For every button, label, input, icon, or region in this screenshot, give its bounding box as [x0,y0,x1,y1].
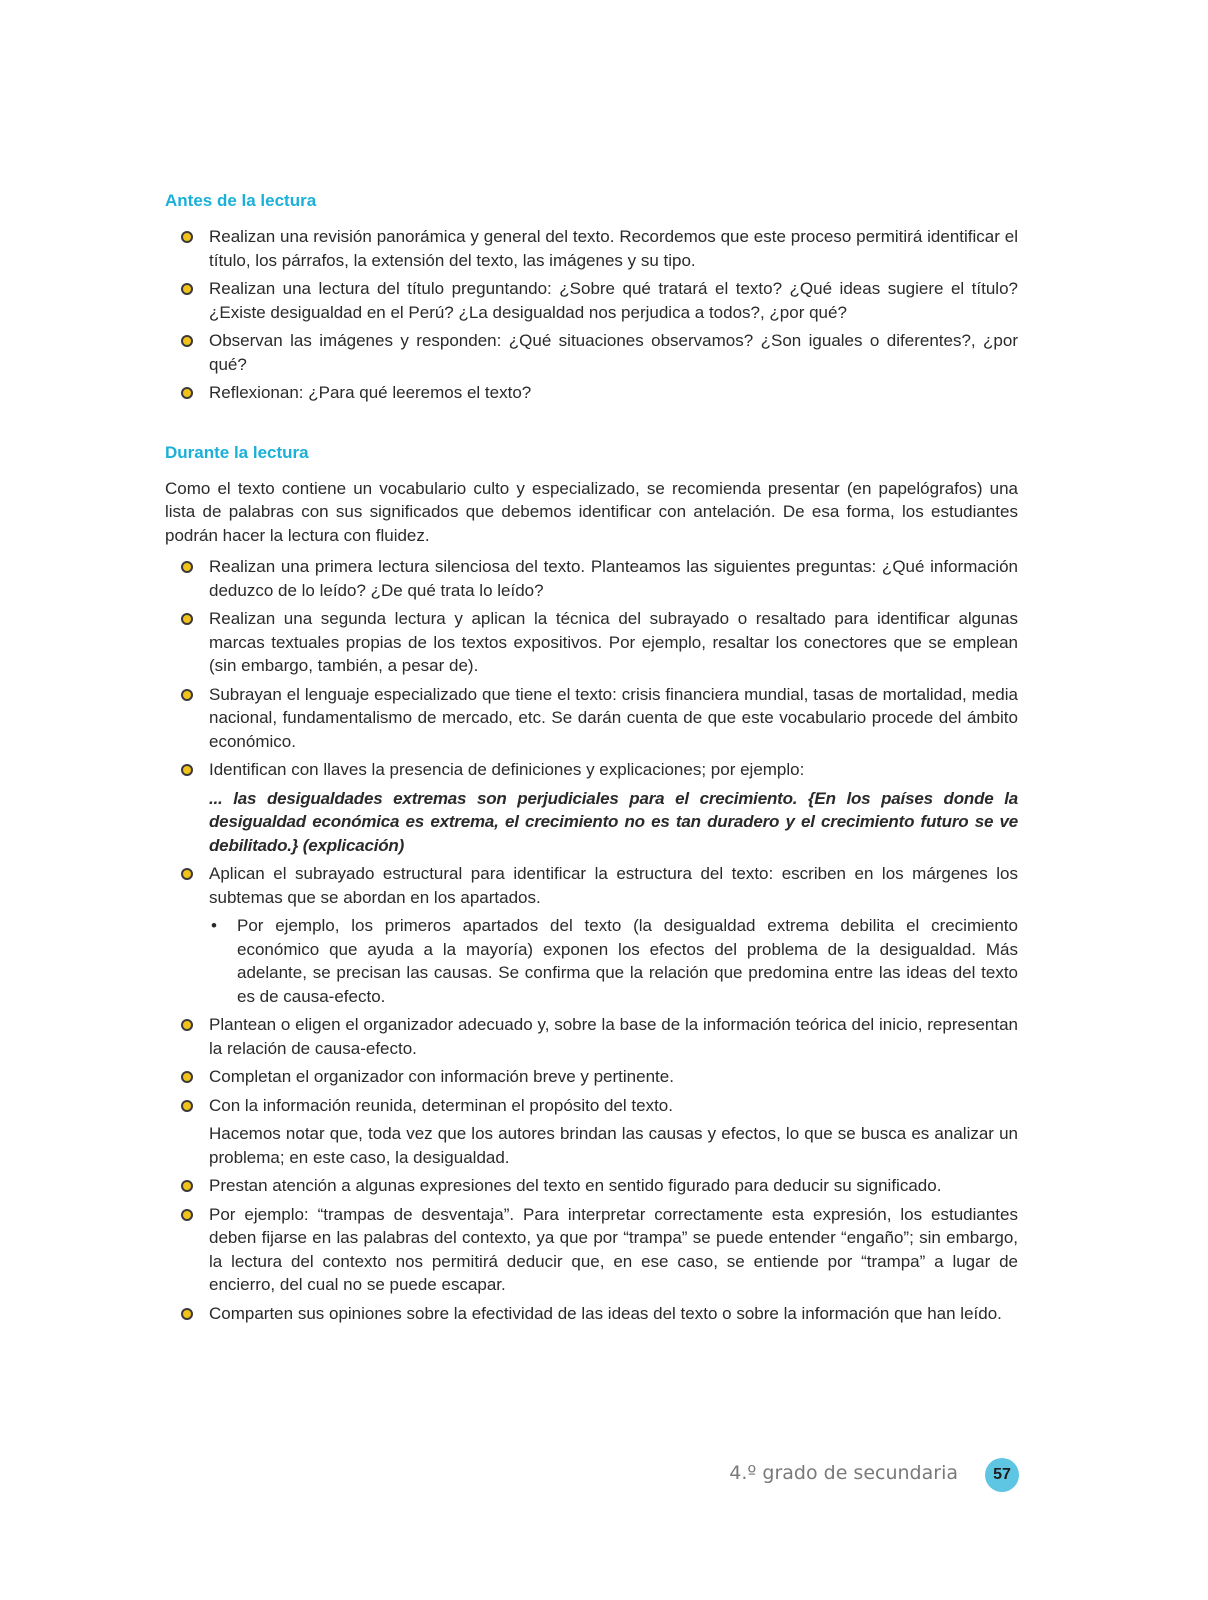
example-quote: ... las desigualdades extremas son perjudiciales para el crecimiento. {En los países donde la desigualdad económica es extrema, el crecimiento no es tan duradero y el crecimiento futuro se ve debilitado.} (explicación) [209,788,1018,855]
list-item: Comparten sus opiniones sobre la efectividad de las ideas del texto o sobre la información que han leído. [165,1302,1018,1326]
bullet-icon [181,283,193,295]
page-number-badge: 57 [985,1458,1019,1492]
purpose-note: Hacemos notar que, toda vez que los autores brindan las causas y efectos, lo que se busca es analizar un problema; en este caso, la desigualdad. [209,1124,1018,1167]
list-item: Observan las imágenes y responden: ¿Qué situaciones observamos? ¿Son iguales o diferentes?, ¿por qué? [165,329,1018,376]
bullet-icon [181,1071,193,1083]
list-item: Realizan una lectura del título preguntando: ¿Sobre qué tratará el texto? ¿Qué ideas sugiere el título? ¿Existe desigualdad en el Perú? ¿La desigualdad nos perjudica a todos?, ¿por qué? [165,277,1018,324]
list-item: Reflexionan: ¿Para qué leeremos el texto? [165,381,1018,405]
sub-list-item: • Por ejemplo, los primeros apartados del texto (la desigualdad extrema debilita el crecimiento económico que ayuda a la mayoría) exponen los efectos del problema de la desigualdad. Más adelante, se precisan las causas. Se confirma que la relación que predomina entre las ideas del texto es de causa-efecto. [211,916,1018,1006]
list-item: Subrayan el lenguaje especializado que tiene el texto: crisis financiera mundial, tasas de mortalidad, media nacional, fundamentalismo de mercado, etc. Se darán cuenta de que este vocabulario procede del ámbito económico. [165,683,1018,754]
before-list [165,225,1018,405]
list-item: Por ejemplo: “trampas de desventaja”. Para interpretar correctamente esta expresión, los estudiantes deben fijarse en las palabras del contexto, ya que por “trampa” se puede entender “engaño”; sin embargo, la lectura del contexto nos permitirá deducir que, en ese caso, se entiende por “trampa” a lugar de encierro, del cual no se puede escapar. [165,1203,1018,1297]
bullet-icon [181,561,193,573]
list-item: Realizan una primera lectura silenciosa del texto. Planteamos las siguientes preguntas: ¿Qué información deduzco de lo leído? ¿De qué trata lo leído? [165,555,1018,602]
list-item: Aplican el subrayado estructural para identificar la estructura del texto: escriben en los márgenes los subtemas que se abordan en los apartados. • Por ejemplo, los primeros apartados del texto (la desigualdad extrema debilita el crecimiento económico que ayuda a la mayoría) exponen los efectos del problema de la desigualdad. Más adelante, se precisan las causas. Se confirma que la relación que predomina entre las ideas del texto es de causa-efecto. [165,862,1018,1008]
footer-grade: 4.º grado de secundaria [729,1462,958,1484]
bullet-icon [181,1308,193,1320]
list-item: Prestan atención a algunas expresiones del texto en sentido figurado para deducir su significado. [165,1174,1018,1198]
bullet-icon [181,1100,193,1112]
bullet-icon [181,1180,193,1192]
bullet-icon [181,613,193,625]
page-content [165,189,1018,1330]
bullet-icon [181,868,193,880]
bullet-icon [181,1209,193,1221]
list-item: Plantean o eligen el organizador adecuado y, sobre la base de la información teórica del inicio, representan la relación de causa-efecto. [165,1013,1018,1060]
list-item: Completan el organizador con información breve y pertinente. [165,1065,1018,1089]
bullet-icon [181,231,193,243]
bullet-icon [181,1019,193,1031]
intro-paragraph: Como el texto contiene un vocabulario culto y especializado, se recomienda presentar (en papelógrafos) una lista de palabras con sus significados que debemos identificar con antelación. De esa forma, los estudiantes podrán hacer la lectura con fluidez. [165,478,1018,545]
list-item: Con la información reunida, determinan el propósito del texto. Hacemos notar que, toda vez que los autores brindan las causas y efectos, lo que se busca es analizar un problema; en este caso, la desigualdad. [165,1094,1018,1170]
bullet-icon [181,764,193,776]
section-heading-before: Antes de la lectura [165,191,317,210]
bullet-icon [181,689,193,701]
during-list [165,555,1018,1325]
section-heading-during: Durante la lectura [165,442,309,462]
sub-bullet-icon: • [211,916,217,935]
list-item: Realizan una segunda lectura y aplican la técnica del subrayado o resaltado para identificar algunas marcas textuales propias de los textos expositivos. Por ejemplo, resaltar los conectores que se emplean (sin embargo, también, a pesar de). [165,607,1018,678]
bullet-icon [181,335,193,347]
list-item: Realizan una revisión panorámica y general del texto. Recordemos que este proceso permitirá identificar el título, los párrafos, la extensión del texto, las imágenes y su tipo. [165,225,1018,272]
bullet-icon [181,387,193,399]
list-item: Identifican con llaves la presencia de definiciones y explicaciones; por ejemplo: ... las desigualdades extremas son perjudiciales para el crecimiento. {En los países donde la desigualdad económica es extrema, el crecimiento no es tan duradero y el crecimiento futuro se ve debilitado.} (explicación) [165,758,1018,857]
